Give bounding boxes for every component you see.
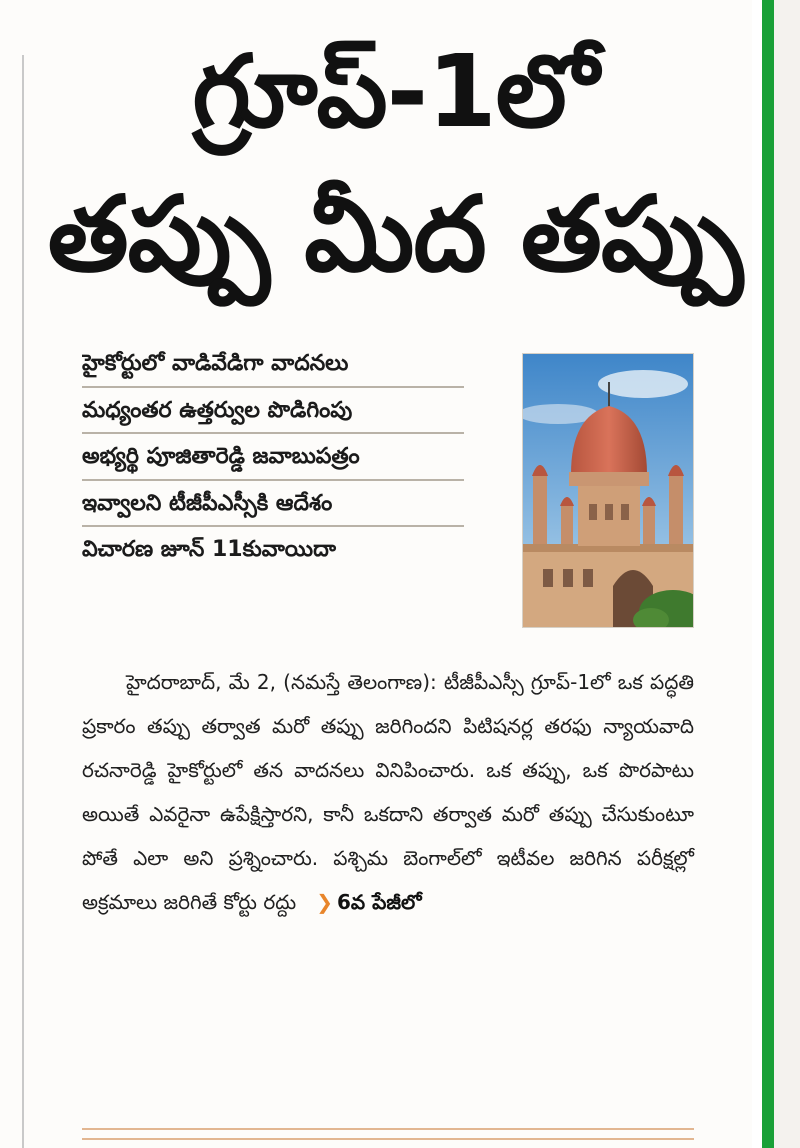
article-paragraph xyxy=(82,660,694,924)
high-court-building-photo xyxy=(522,353,694,628)
subheadline: అభ్యర్థి పూజితారెడ్డి జవాబుపత్రం xyxy=(82,443,464,481)
article-text: హైదరాబాద్‌, మే 2, (నమస్తే తెలంగాణ): టీజీపీఎస్సీ గ్రూప్‌-1లో ఒక పద్ధతి ప్రకారం తప్పు తర్వాత మరో తప్పు జరిగిందని పిటిషనర్ల తరఫు న్యాయవాది రచనారెడ్డి హైకోర్టులో తన వాదనలు వినిపించారు. ఒక తప్పు, ఒక పొరపాటు అయితే ఎవరైనా ఉపేక్షిస్తారని, కానీ ఒకదాని తర్వాత మరో తప్పు చేసుకుంటూ పోతే ఎలా అని ప్రశ్నించారు. పశ్చిమ బెంగాల్‌లో ఇటీవల జరిగిన పరీక్షల్లో అక్రమాలు జరిగితే కోర్టు రద్దు xyxy=(82,670,694,914)
continued-label: 6వ పేజీలో xyxy=(337,890,422,914)
headline-line-2: తప్పు మీద తప్పు xyxy=(47,173,743,295)
left-column-rule xyxy=(22,55,24,1148)
chevron-right-icon: ❯ xyxy=(316,890,333,914)
article-body xyxy=(82,660,694,924)
adjacent-page-edge xyxy=(774,0,800,1148)
green-border-strip xyxy=(762,0,774,1148)
page-gutter xyxy=(752,0,762,1148)
subheadline: హైకోర్టులో వాడివేడిగా వాదనలు xyxy=(82,350,464,388)
subheadline: విచారణ జూన్‌ 11కువాయిదా xyxy=(82,537,336,563)
subheadline: ఇవ్వాలని టీజీపీఎస్సీకి ఆదేశం xyxy=(82,490,464,528)
continued-on-page-link[interactable] xyxy=(316,890,421,914)
subheadline: మధ్యంతర ఉత్తర్వుల పొడిగింపు xyxy=(82,397,464,435)
subheadline-list xyxy=(82,350,464,581)
bottom-divider xyxy=(82,1128,694,1140)
headline-line-1: గ్రూప్‌-1లో xyxy=(192,33,598,150)
